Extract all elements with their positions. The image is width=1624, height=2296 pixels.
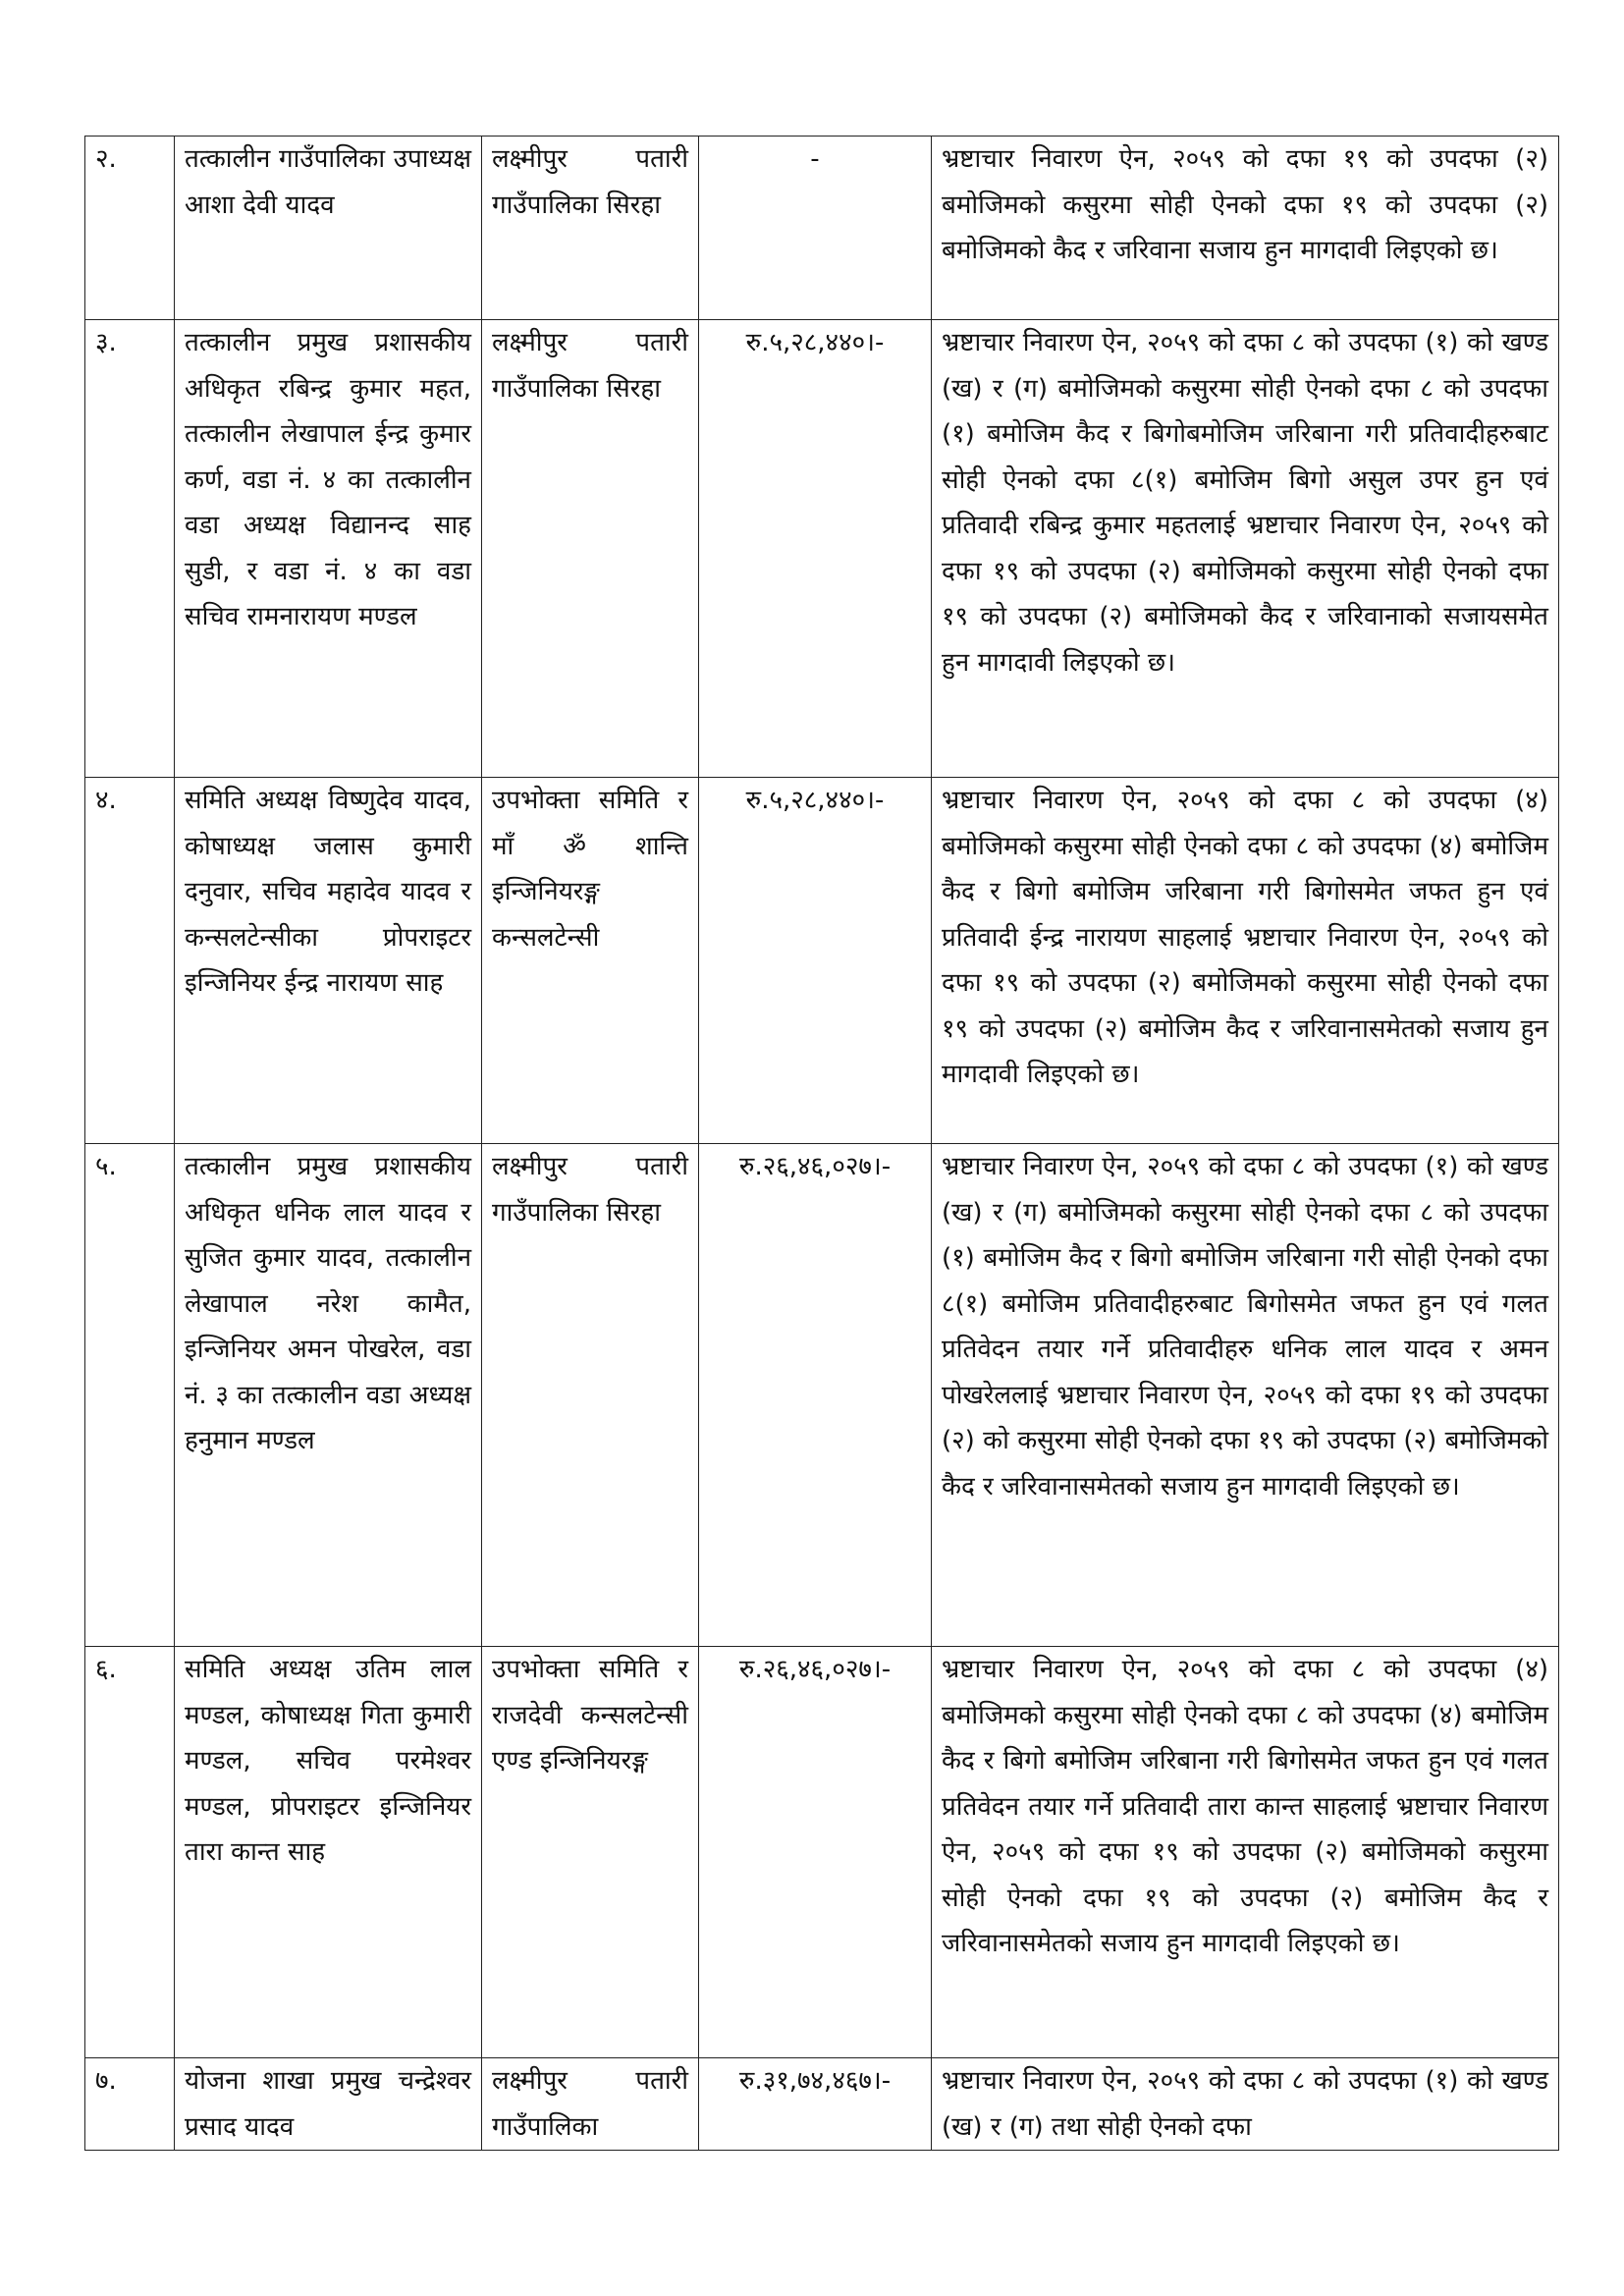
serial-number: ५. (85, 1144, 175, 1647)
case-table (84, 136, 1559, 2151)
legal-claim: भ्रष्टाचार निवारण ऐन, २०५९ को दफा ८ को उपदफा (१) को खण्ड (ख) र (ग) बमोजिमको कसुरमा सोही ऐनको दफा ८ को उपदफा (१) बमोजिम कैद र बिगो बमोजिम जरिबाना गरी सोही ऐनको दफा ८(१) बमोजिम प्रतिवादीहरुबाट बिगोसमेत जफत हुन एवं गलत प्रतिवेदन तयार गर्ने प्रतिवादीहरु धनिक लाल यादव र अमन पोखरेललाई भ्रष्टाचार निवारण ऐन, २०५९ को दफा १९ को उपदफा (२) को कसुरमा सोही ऐनको दफा १९ को उपदफा (२) बमोजिमको कैद र जरिवानासमेतको सजाय हुन मागदावी लिइएको छ। (932, 1144, 1559, 1647)
legal-claim: भ्रष्टाचार निवारण ऐन, २०५९ को दफा १९ को उपदफा (२) बमोजिमको कसुरमा सोही ऐनको दफा १९ को उपदफा (२) बमोजिमको कैद र जरिवाना सजाय हुन मागदावी लिइएको छ। (932, 137, 1559, 320)
office-name: लक्ष्मीपुर पतारी गाउँपालिका सिरहा (482, 137, 699, 320)
office-name: उपभोक्ता समिति र राजदेवी कन्सलटेन्सी एण्ड इन्जिनियरङ्ग (482, 1647, 699, 2058)
serial-number: ३. (85, 320, 175, 778)
accused-names: समिति अध्यक्ष उतिम लाल मण्डल, कोषाध्यक्ष गिता कुमारी मण्डल, सचिव परमेश्वर मण्डल, प्रोपराइटर इन्जिनियर तारा कान्त साह (175, 1647, 482, 2058)
table-row (85, 1647, 1559, 2058)
table-row (85, 778, 1559, 1144)
serial-number: ७. (85, 2058, 175, 2151)
accused-names: तत्कालीन प्रमुख प्रशासकीय अधिकृत रबिन्द्र कुमार महत, तत्कालीन लेखापाल ईन्द्र कुमार कर्ण, वडा नं. ४ का तत्कालीन वडा अध्यक्ष विद्यानन्द साह सुडी, र वडा नं. ४ का वडा सचिव रामनारायण मण्डल (175, 320, 482, 778)
claim-amount: रु.२६,४६,०२७।- (699, 1144, 932, 1647)
office-name: लक्ष्मीपुर पतारी गाउँपालिका सिरहा (482, 1144, 699, 1647)
accused-names: समिति अध्यक्ष विष्णुदेव यादव, कोषाध्यक्ष जलास कुमारी दनुवार, सचिव महादेव यादव र कन्सलटेन्सीका प्रोपराइटर इन्जिनियर ईन्द्र नारायण साह (175, 778, 482, 1144)
claim-amount: - (699, 137, 932, 320)
table-row (85, 2058, 1559, 2151)
table-row (85, 320, 1559, 778)
office-name: उपभोक्ता समिति र माँ ॐ शान्ति इन्जिनियरङ्ग कन्सलटेन्सी (482, 778, 699, 1144)
claim-amount: रु.३१,७४,४६७।- (699, 2058, 932, 2151)
claim-amount: रु.२६,४६,०२७।- (699, 1647, 932, 2058)
serial-number: ४. (85, 778, 175, 1144)
accused-names: योजना शाखा प्रमुख चन्द्रेश्वर प्रसाद यादव (175, 2058, 482, 2151)
office-name: लक्ष्मीपुर पतारी गाउँपालिका (482, 2058, 699, 2151)
accused-names: तत्कालीन गाउँपालिका उपाध्यक्ष आशा देवी यादव (175, 137, 482, 320)
accused-names: तत्कालीन प्रमुख प्रशासकीय अधिकृत धनिक लाल यादव र सुजित कुमार यादव, तत्कालीन लेखापाल नरेश कामैत, इन्जिनियर अमन पोखरेल, वडा नं. ३ का तत्कालीन वडा अध्यक्ष हनुमान मण्डल (175, 1144, 482, 1647)
office-name: लक्ष्मीपुर पतारी गाउँपालिका सिरहा (482, 320, 699, 778)
serial-number: ६. (85, 1647, 175, 2058)
serial-number: २. (85, 137, 175, 320)
claim-amount: रु.५,२८,४४०।- (699, 320, 932, 778)
table-row (85, 1144, 1559, 1647)
legal-claim: भ्रष्टाचार निवारण ऐन, २०५९ को दफा ८ को उपदफा (१) को खण्ड (ख) र (ग) बमोजिमको कसुरमा सोही ऐनको दफा ८ को उपदफा (१) बमोजिम कैद र बिगोबमोजिम जरिबाना गरी प्रतिवादीहरुबाट सोही ऐनको दफा ८(१) बमोजिम बिगो असुल उपर हुन एवं प्रतिवादी रबिन्द्र कुमार महतलाई भ्रष्टाचार निवारण ऐन, २०५९ को दफा १९ को उपदफा (२) बमोजिमको कसुरमा सोही ऐनको दफा १९ को उपदफा (२) बमोजिमको कैद र जरिवानाको सजायसमेत हुन मागदावी लिइएको छ। (932, 320, 1559, 778)
table-row (85, 137, 1559, 320)
legal-claim: भ्रष्टाचार निवारण ऐन, २०५९ को दफा ८ को उपदफा (४) बमोजिमको कसुरमा सोही ऐनको दफा ८ को उपदफा (४) बमोजिम कैद र बिगो बमोजिम जरिबाना गरी बिगोसमेत जफत हुन एवं प्रतिवादी ईन्द्र नारायण साहलाई भ्रष्टाचार निवारण ऐन, २०५९ को दफा १९ को उपदफा (२) बमोजिमको कसुरमा सोही ऐनको दफा १९ को उपदफा (२) बमोजिम कैद र जरिवानासमेतको सजाय हुन मागदावी लिइएको छ। (932, 778, 1559, 1144)
claim-amount: रु.५,२८,४४०।- (699, 778, 932, 1144)
legal-claim: भ्रष्टाचार निवारण ऐन, २०५९ को दफा ८ को उपदफा (४) बमोजिमको कसुरमा सोही ऐनको दफा ८ को उपदफा (४) बमोजिम कैद र बिगो बमोजिम जरिबाना गरी बिगोसमेत जफत हुन एवं गलत प्रतिवेदन तयार गर्ने प्रतिवादी तारा कान्त साहलाई भ्रष्टाचार निवारण ऐन, २०५९ को दफा १९ को उपदफा (२) बमोजिमको कसुरमा सोही ऐनको दफा १९ को उपदफा (२) बमोजिम कैद र जरिवानासमेतको सजाय हुन मागदावी लिइएको छ। (932, 1647, 1559, 2058)
legal-claim: भ्रष्टाचार निवारण ऐन, २०५९ को दफा ८ को उपदफा (१) को खण्ड (ख) र (ग) तथा सोही ऐनको दफा (932, 2058, 1559, 2151)
